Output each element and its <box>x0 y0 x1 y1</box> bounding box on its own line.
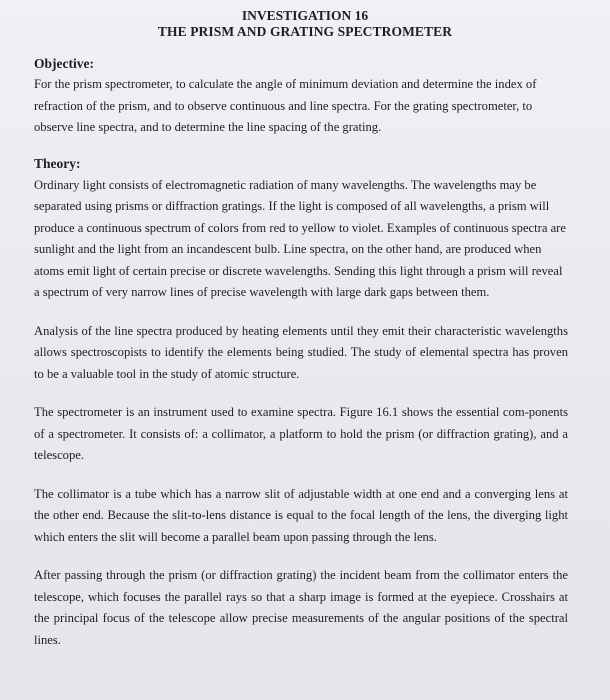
document-header <box>42 8 568 40</box>
theory-heading: Theory: <box>34 155 81 171</box>
theory-paragraph: The collimator is a tube which has a narrow slit of adjustable width at one end and a converging lens at the other end. Because the slit-to-lens distance is equal to the focal length of the lens, the diverging light which enters the slit will become a parallel beam upon passing through the lens. <box>34 486 568 544</box>
objective-heading: Objective: <box>34 56 94 71</box>
theory-paragraph: Ordinary light consists of electromagnetic radiation of many wavelengths. The wavelengths may be separated using prisms or diffraction gratings. If the light is composed of all wavelengths, a prism will produce a continuous spectrum of colors from red to yellow to violet. Examples of continuous spectra are sunlight and the light from an incandescent bulb. Line spectra, on the other hand, are produced when atoms emit light of certain precise or discrete wavelengths. Sending this light through a prism will reveal a spectrum of very narrow lines of precise wavelength with large dark gaps between them. <box>34 177 566 299</box>
investigation-number: INVESTIGATION 16 <box>241 8 369 23</box>
objective-section <box>34 54 568 139</box>
theory-paragraph: The spectrometer is an instrument used to examine spectra. Figure 16.1 shows the essential com-ponents of a spectrometer. It consists of: a collimator, a platform to hold the prism (or diffraction grating), and a telescope. <box>34 405 568 462</box>
theory-section <box>34 153 568 652</box>
theory-paragraph: After passing through the prism (or diffraction grating) the incident beam from the collimator enters the telescope, which focuses the parallel rays so that a sharp image is formed at the eyepiece. Crosshairs at the principal focus of the telescope allow precise measurements of the angular positions of the spectral lines. <box>34 568 568 647</box>
theory-paragraph: Analysis of the line spectra produced by heating elements until they emit their characteristic wavelengths allows spectroscopists to identify the elements being studied. The study of elemental spectra has proven to be a valuable tool in the study of atomic structure. <box>34 323 568 381</box>
document-title: THE PRISM AND GRATING SPECTROMETER <box>157 24 453 39</box>
objective-text: For the prism spectrometer, to calculate the angle of minimum deviation and determine the index of refraction of the prism, and to observe continuous and line spectra. For the grating spectrometer, to observe line spectra, and to determine the line spacing of the grating. <box>34 77 537 134</box>
